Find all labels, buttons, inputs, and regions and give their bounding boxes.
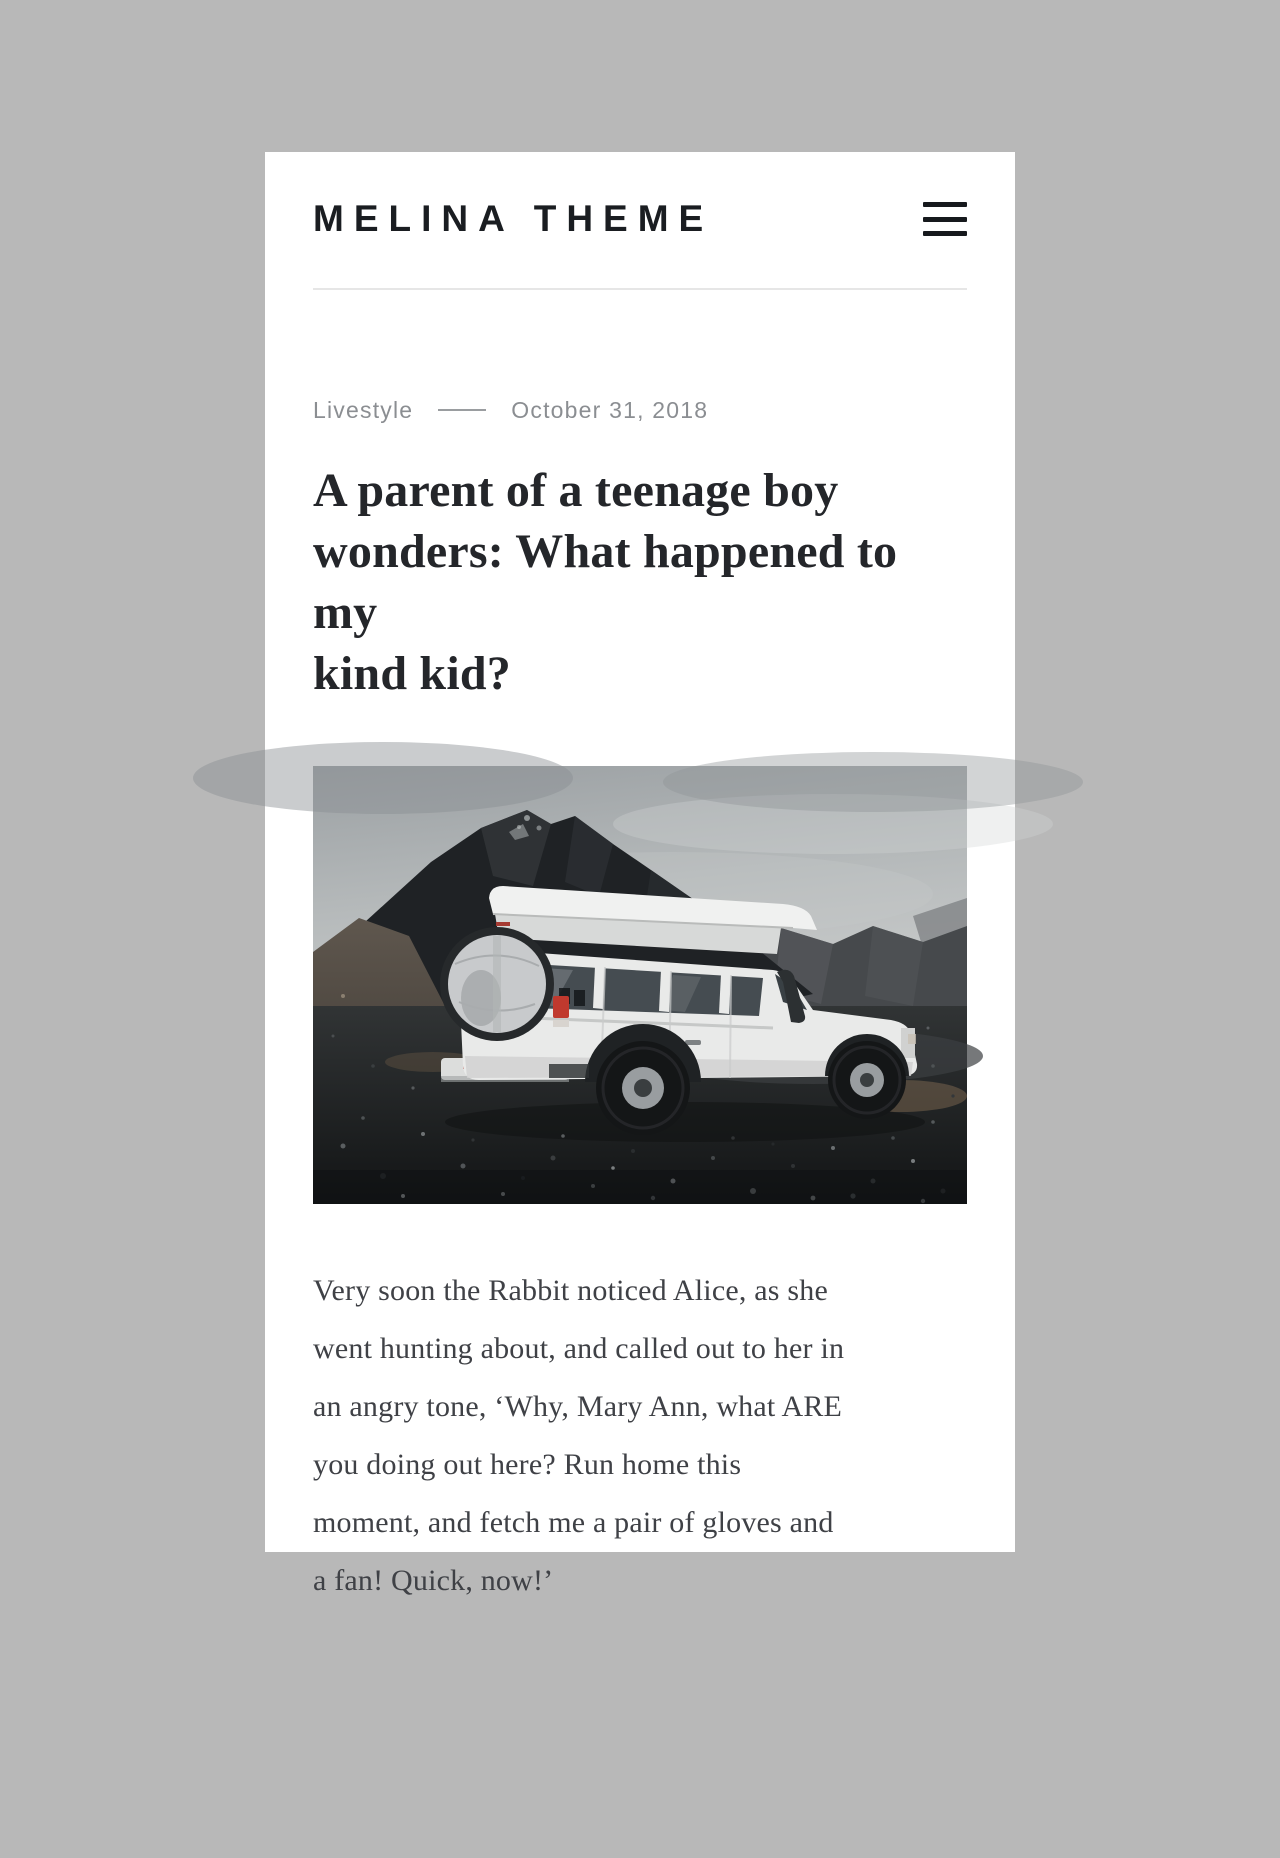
title-line: kind kid?: [313, 647, 511, 700]
site-logo[interactable]: MELINA THEME: [313, 198, 714, 239]
site-header: [313, 196, 967, 242]
post-meta: [313, 394, 967, 426]
article-photo: [313, 766, 967, 1204]
menu-button[interactable]: [923, 202, 967, 236]
hamburger-icon: [923, 202, 967, 236]
paragraph-line: an angry tone, ‘Why, Mary Ann, what ARE: [313, 1390, 843, 1423]
meta-separator: [438, 409, 486, 411]
post-date: October 31, 2018: [511, 397, 709, 423]
paragraph-line: went hunting about, and called out to her in: [313, 1332, 845, 1365]
suv-photo-illustration: [313, 766, 967, 1204]
post-category[interactable]: Livestyle: [313, 397, 414, 423]
paragraph-line: a fan! Quick, now!’: [313, 1564, 554, 1597]
paragraph-line: moment, and fetch me a pair of gloves and: [313, 1506, 834, 1539]
title-line: A parent of a teenage boy: [313, 464, 839, 517]
menu-bar: [923, 231, 967, 236]
article-card: [265, 152, 1015, 1597]
post-title: [313, 460, 967, 704]
paragraph-line: Very soon the Rabbit noticed Alice, as she: [313, 1274, 828, 1307]
title-line: wonders: What happened to my: [313, 525, 898, 639]
menu-bar: [923, 202, 967, 207]
article-paragraph: [313, 1262, 967, 1610]
menu-bar: [923, 217, 967, 222]
paragraph-line: you doing out here? Run home this: [313, 1448, 742, 1481]
header-divider: [313, 288, 967, 290]
page-background: [0, 152, 1280, 1858]
